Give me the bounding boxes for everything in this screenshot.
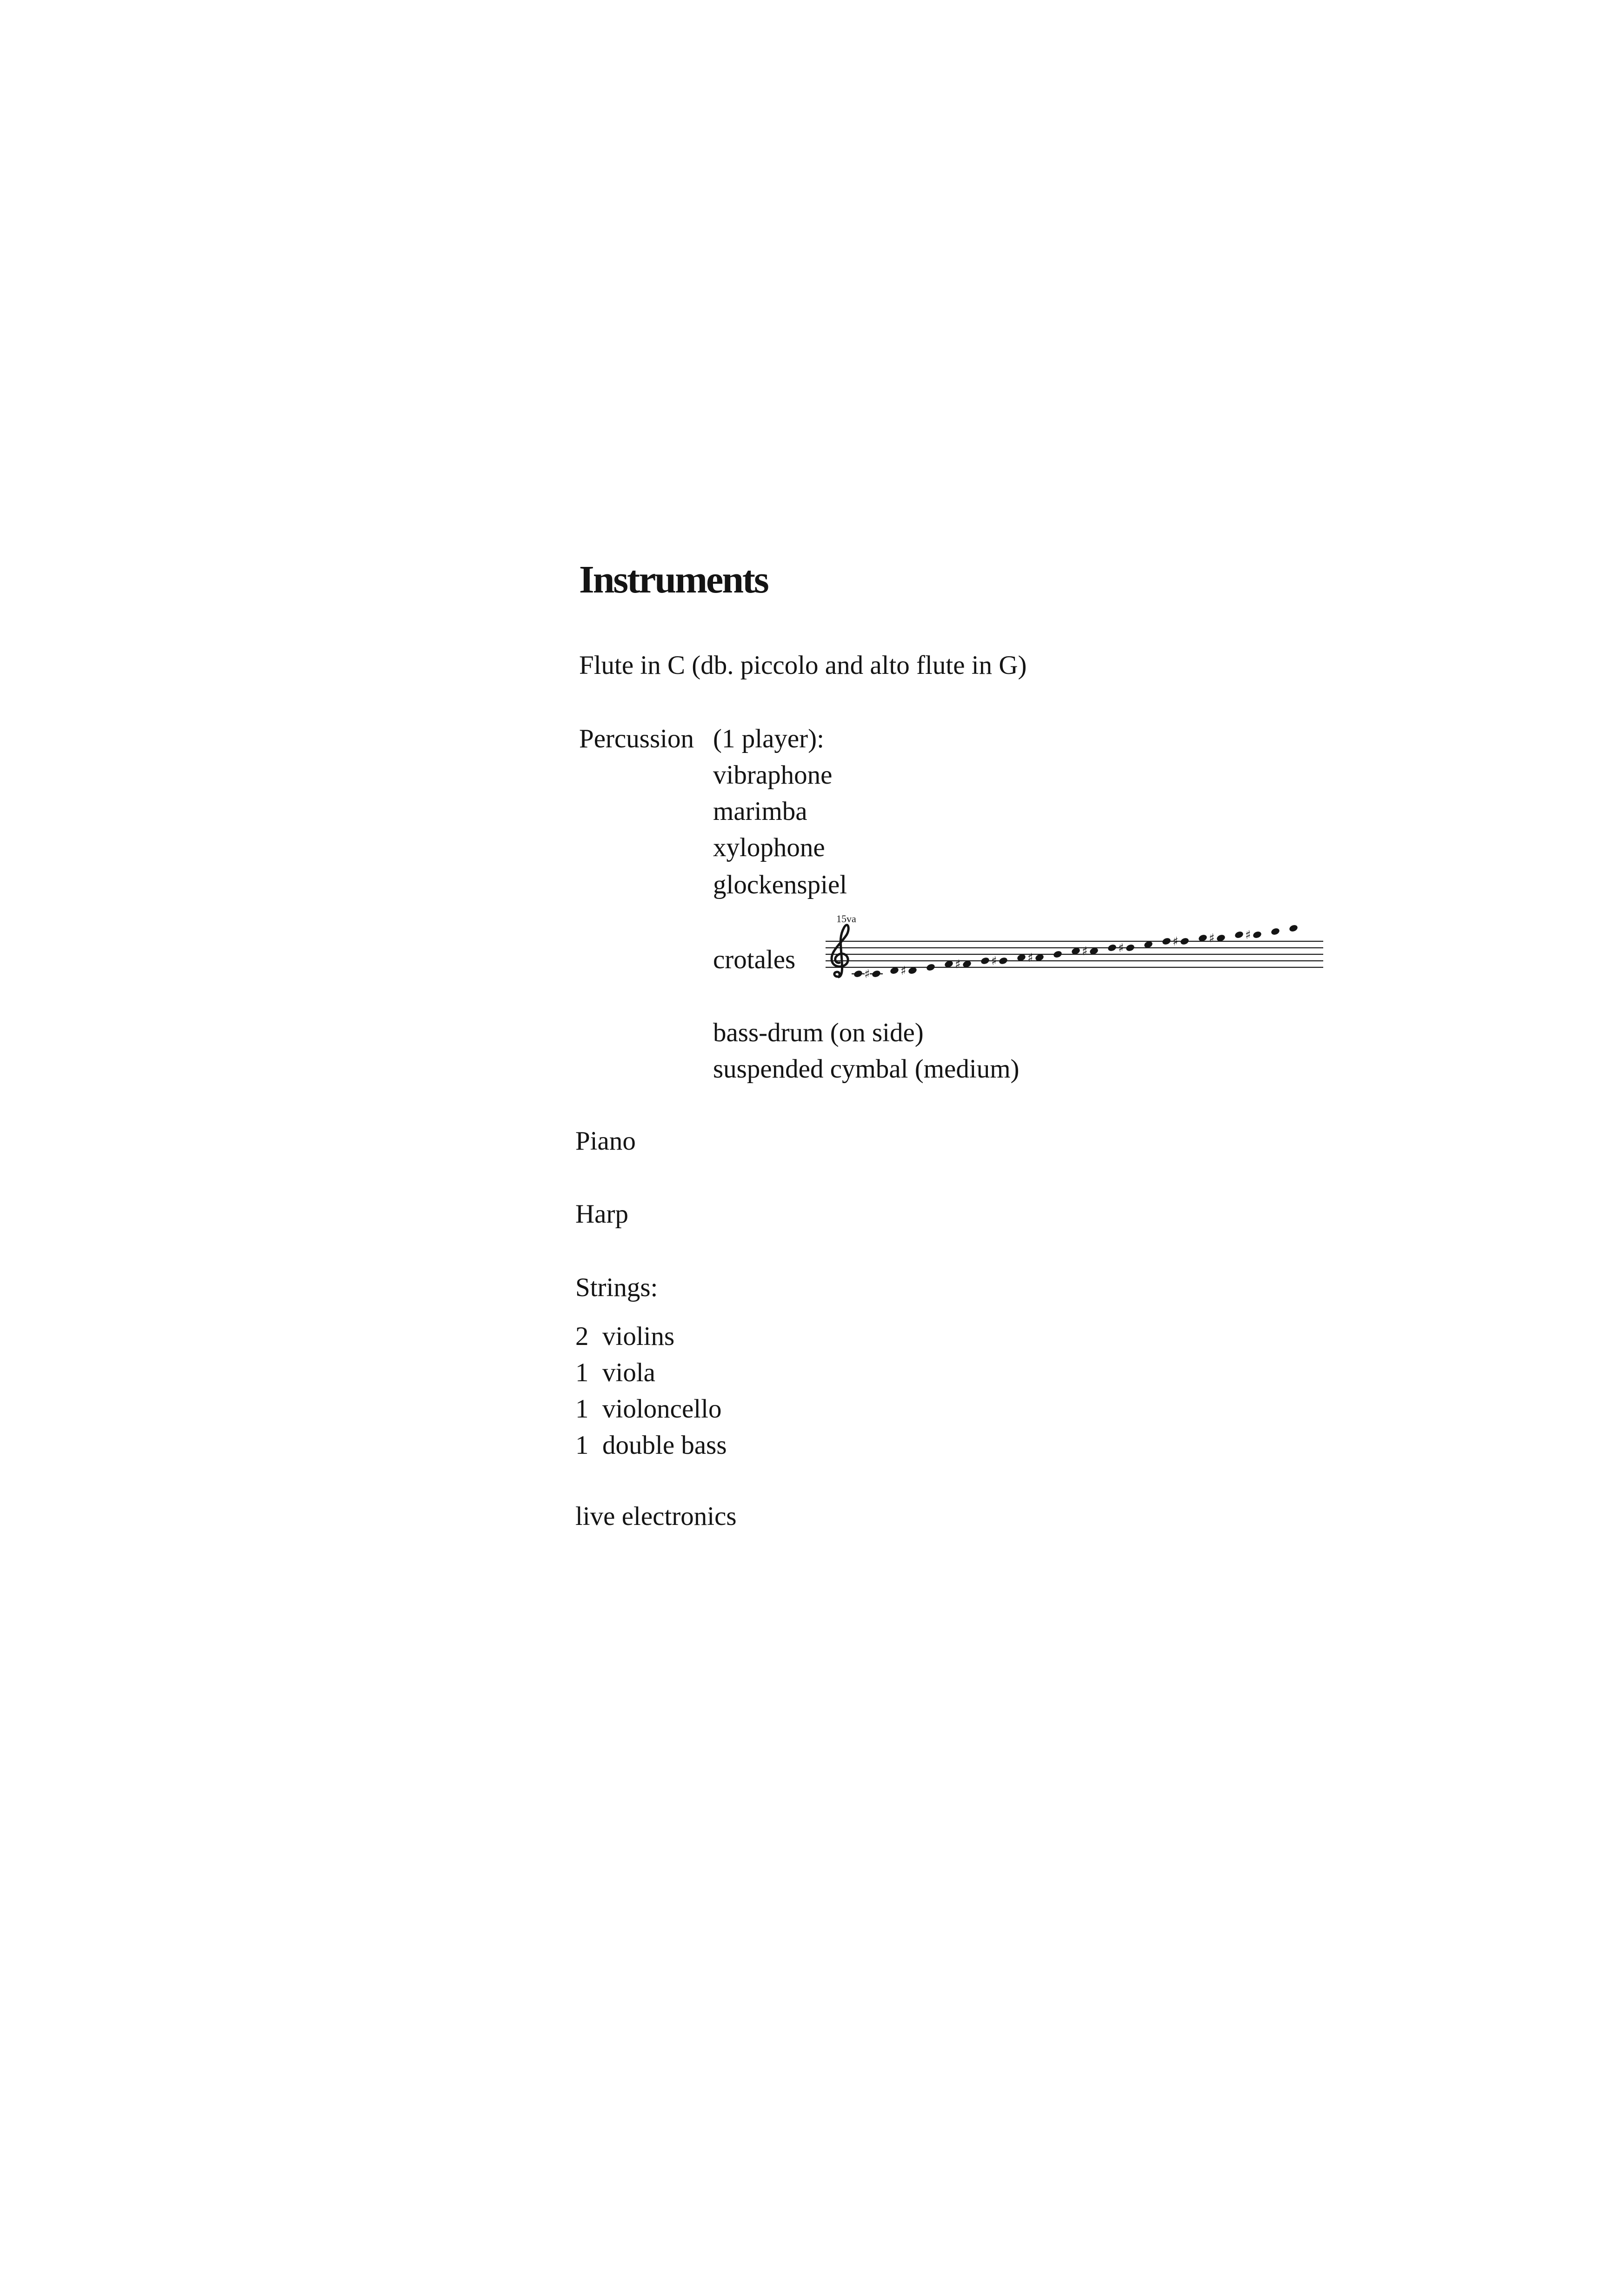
crotales-range-staff [826, 907, 1328, 1000]
percussion-item-suspended-cymbal: suspended cymbal (medium) [713, 1054, 1020, 1084]
sharp-icon: ♯ [900, 964, 906, 978]
sharp-icon: ♯ [1173, 935, 1179, 949]
note-head [1161, 937, 1172, 946]
sharp-icon: ♯ [955, 958, 961, 972]
note-head [926, 963, 936, 972]
strings-count: 1 [575, 1431, 589, 1460]
sharp-icon: ♯ [864, 967, 870, 981]
sharp-icon: ♯ [991, 954, 997, 968]
note-head [871, 970, 881, 978]
note-head [1180, 937, 1190, 946]
note-head [1252, 931, 1262, 939]
note-head [980, 957, 990, 965]
electronics-line: live electronics [575, 1502, 737, 1531]
strings-item-violoncello [575, 1396, 721, 1422]
percussion-item-crotales: crotales [713, 945, 796, 974]
ottava-marking: 15va [836, 913, 856, 925]
note-head [1288, 924, 1299, 933]
strings-label: Strings: [575, 1273, 658, 1302]
percussion-players: (1 player): [713, 724, 824, 753]
strings-count: 2 [575, 1322, 589, 1351]
note-head [853, 970, 863, 978]
harp-line: Harp [575, 1199, 628, 1229]
strings-name: viola [602, 1358, 655, 1387]
staff-lines [826, 941, 1323, 967]
note-head [1107, 944, 1117, 952]
flute-line: Flute in C (db. piccolo and alto flute in G) [579, 651, 1027, 680]
strings-item-viola [575, 1359, 655, 1386]
strings-count: 1 [575, 1394, 589, 1424]
treble-clef-icon [832, 925, 848, 977]
sharp-icon: ♯ [1209, 932, 1215, 945]
note-head [1270, 927, 1280, 936]
note-head [1125, 944, 1135, 952]
percussion-item-glockenspiel: glockenspiel [713, 870, 847, 899]
strings-name: violoncello [602, 1394, 722, 1424]
strings-name: violins [602, 1322, 675, 1351]
note-head [1234, 931, 1244, 939]
sharp-icon: ♯ [1082, 945, 1088, 958]
percussion-label: Percussion [579, 724, 694, 753]
note-head [998, 957, 1008, 965]
sharp-icon: ♯ [1245, 928, 1251, 942]
strings-item-double-bass [575, 1432, 727, 1458]
page-title: Instruments [579, 558, 768, 601]
sharp-icon: ♯ [1118, 941, 1124, 955]
sharp-icon: ♯ [1027, 951, 1033, 965]
crotales-notes [852, 924, 1299, 981]
percussion-item-marimba: marimba [713, 797, 807, 826]
piano-line: Piano [575, 1126, 636, 1156]
percussion-item-bass-drum: bass-drum (on side) [713, 1018, 924, 1047]
strings-name: double bass [602, 1431, 727, 1460]
percussion-item-vibraphone: vibraphone [713, 760, 833, 790]
note-head [1053, 950, 1063, 959]
strings-item-violins [575, 1323, 674, 1350]
percussion-item-xylophone: xylophone [713, 833, 825, 862]
strings-count: 1 [575, 1358, 589, 1387]
